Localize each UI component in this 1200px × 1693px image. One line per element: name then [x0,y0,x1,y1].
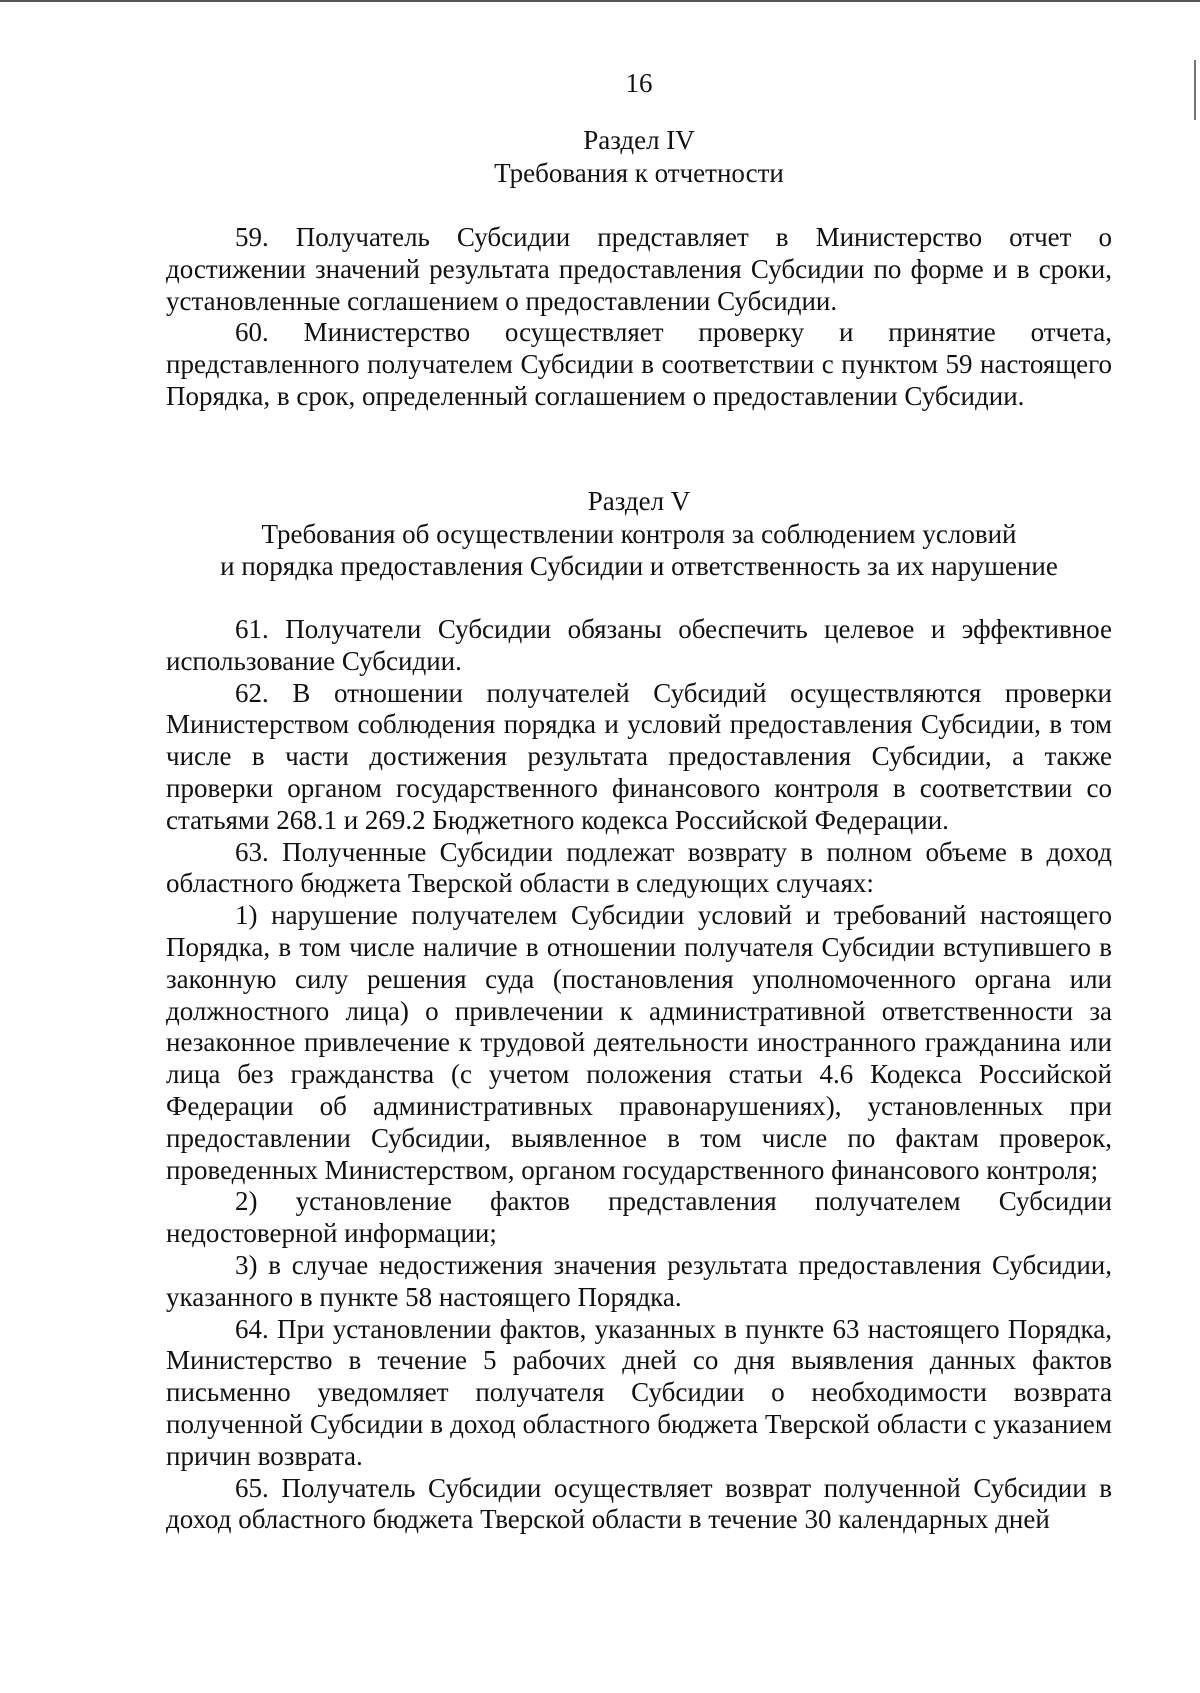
section-4-heading [166,124,1112,190]
paragraph-63: 63. Полученные Субсидии подлежат возврату в полном объеме в доход областного бюджета Тверской области в следующих случаях: [166,836,1112,899]
paragraph-61: 61. Получатели Субсидии обязаны обеспечить целевое и эффективное использование Субсидии. [166,614,1112,676]
section-5-title-line-2: и порядка предоставления Субсидии и ответственность за их нарушение [220,551,1058,581]
section-4-title: Требования к отчетности [494,158,784,188]
section-4-body [166,222,1112,413]
section-4-label: Раздел IV [583,125,695,155]
scan-edge-right [1194,60,1196,120]
section-5-heading [166,485,1112,583]
section-5-title-line-1: Требования об осуществлении контроля за соблюдением условий [261,518,1017,549]
section-5-label: Раздел V [587,486,691,516]
paragraph-63-item-1: 1) нарушение получателем Субсидии условий и требований настоящего Порядка, в том числе наличие в отношении получателя Субсидии вступившего в законную силу решения суда (постановления уполномоченного органа или должностного лица) о привлечении к административной ответственности за незаконное привлечение к трудовой деятельности иностранного гражданина или лица без гражданства (с учетом положения статьи 4.6 Кодекса Российской Федерации об административных правонарушениях), установленных при предоставлении Субсидии, выявленное в том числе по фактам проверок, проведенных Министерством, органом государственного финансового контроля; [166,900,1112,1185]
paragraph-59: 59. Получатель Субсидии представляет в Министерство отчет о достижении значений результата предоставления Субсидии по форме и в сроки, установленные соглашением о предоставлении Субсидии. [166,222,1112,316]
scan-edge-top [0,0,1200,2]
section-5-body [166,614,1112,1536]
paragraph-63-item-3: 3) в случае недостижения значения результата предоставления Субсидии, указанного в пункте 58 настоящего Порядка. [166,1249,1112,1312]
paragraph-62: 62. В отношении получателей Субсидий осуществляются проверки Министерством соблюдения порядка и условий предоставления Субсидии, в том числе в части достижения результата предоставления Субсидии, а также проверки органом государственного финансового контроля в соответствии со статьями 268.1 и 269.2 Бюджетного кодекса Российской Федерации. [166,677,1112,835]
paragraph-63-item-2: 2) установление фактов представления получателем Субсидии недостоверной информации; [166,1186,1112,1249]
paragraph-65: 65. Получатель Субсидии осуществляет возврат полученной Субсидии в доход областного бюджета Тверской области в течение 30 календарных дней [166,1472,1112,1535]
paragraph-60: 60. Министерство осуществляет проверку и принятие отчета, представленного получателем Субсидии в соответствии с пунктом 59 настоящего Порядка, в срок, определенный соглашением о предоставлении Субсидии. [166,317,1112,411]
page-number: 16 [625,68,653,98]
paragraph-64: 64. При установлении фактов, указанных в пункте 63 настоящего Порядка, Министерство в течение 5 рабочих дней со дня выявления данных фактов письменно уведомляет получателя Субсидии о необходимости возврата полученной Субсидии в доход областного бюджета Тверской области с указанием причин возврата. [166,1313,1112,1471]
